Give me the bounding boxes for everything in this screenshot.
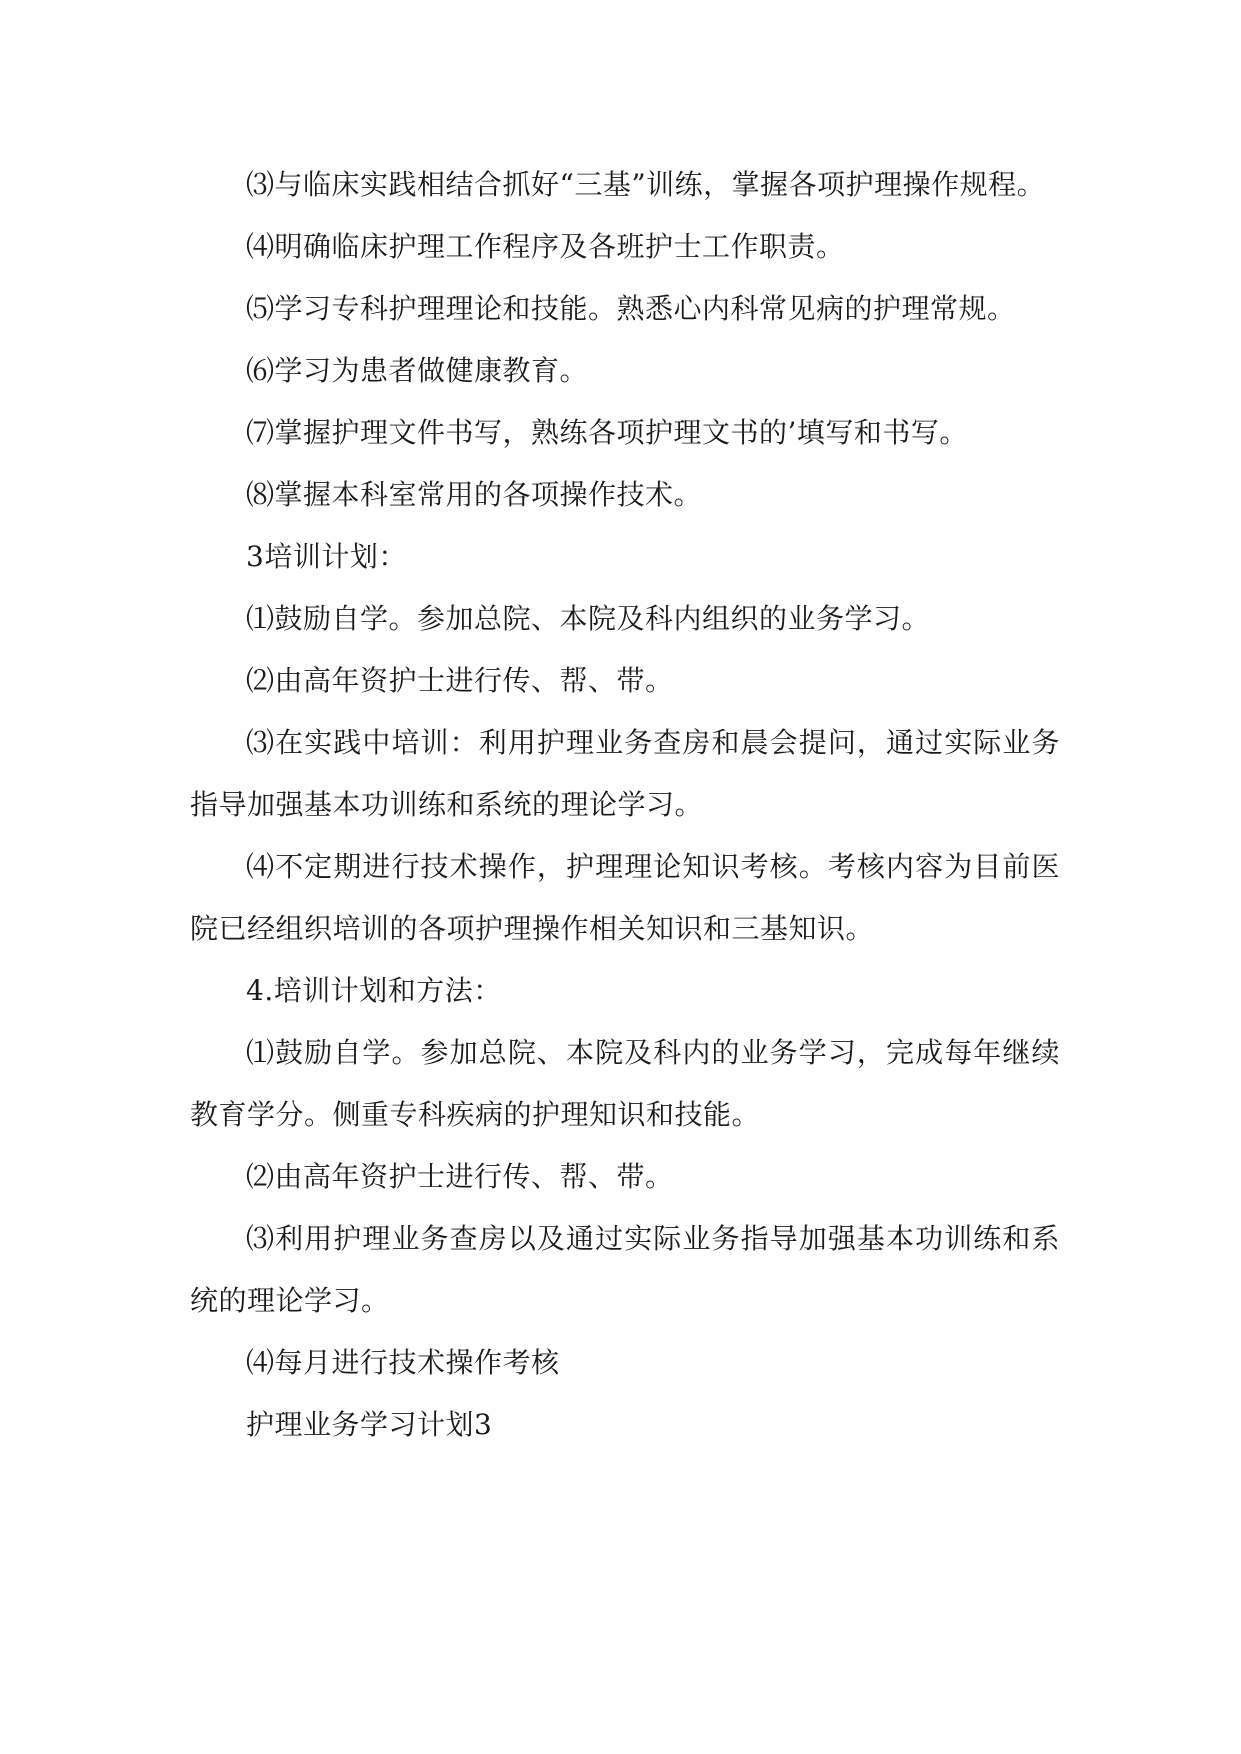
paragraph: ⑵由高年资护士进行传、帮、带。 — [246, 664, 674, 697]
paragraph: ⑸学习专科护理理论和技能。熟悉心内科常见病的护理常规。 — [246, 292, 1016, 325]
section-heading: 3培训计划： — [246, 540, 407, 573]
paragraph: ⑺掌握护理文件书写，熟练各项护理文书的’填写和书写。 — [246, 416, 968, 449]
paragraph: ⑷明确临床护理工作程序及各班护士工作职责。 — [246, 230, 845, 263]
paragraph: ⑴鼓励自学。参加总院、本院及科内的业务学习，完成每年继续教育学分。侧重专科疾病的护理知识和技能。 — [190, 1036, 1060, 1131]
paragraph: ⑷不定期进行技术操作，护理理论知识考核。考核内容为目前医院已经组织培训的各项护理操作相关知识和三基知识。 — [190, 850, 1060, 945]
paragraph: ⑶利用护理业务查房以及通过实际业务指导加强基本功训练和系统的理论学习。 — [190, 1222, 1060, 1317]
paragraph: ⑴鼓励自学。参加总院、本院及科内组织的业务学习。 — [246, 602, 931, 635]
paragraph: ⑶在实践中培训：利用护理业务查房和晨会提问，通过实际业务指导加强基本功训练和系统的理论学习。 — [190, 726, 1060, 821]
document-body — [190, 154, 1060, 1456]
paragraph: ⑷每月进行技术操作考核 — [246, 1346, 560, 1379]
paragraph: ⑵由高年资护士进行传、帮、带。 — [246, 1160, 674, 1193]
paragraph: ⑻掌握本科室常用的各项操作技术。 — [246, 478, 703, 511]
section-title: 护理业务学习计划3 — [246, 1408, 493, 1441]
paragraph: ⑶与临床实践相结合抓好“三基”训练，掌握各项护理操作规程。 — [246, 168, 1046, 201]
paragraph: ⑹学习为患者做健康教育。 — [246, 354, 589, 387]
section-heading: 4.培训计划和方法： — [246, 974, 502, 1007]
